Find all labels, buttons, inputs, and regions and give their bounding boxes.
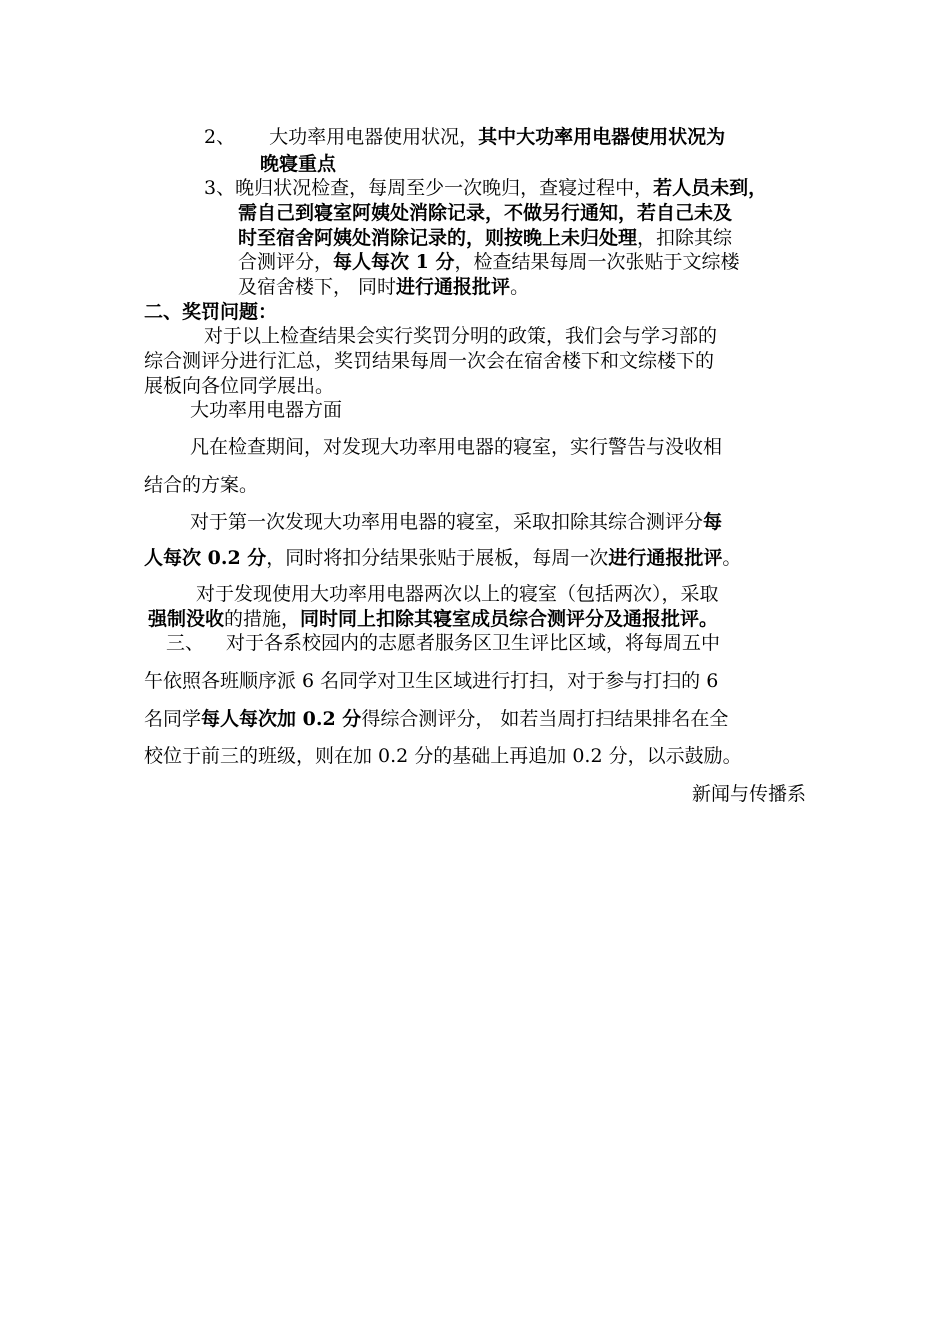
signature: 新闻与传播系 — [691, 783, 806, 805]
section2-heading: 二、奖罚问题： — [144, 301, 278, 323]
section2-p1-line1: 对于以上检查结果会实行奖罚分明的政策，我们会与学习部的 — [204, 325, 718, 347]
section2-p4-line2: 强制没收的措施，同时同上扣除其寝室成员综合测评分及通报批评。 — [148, 608, 719, 630]
item3-line3: 时至宿舍阿姨处消除记录的，则按晚上未归处理，扣除其综 — [238, 227, 733, 249]
section2-p4-line1: 对于发现使用大功率用电器两次以上的寝室（包括两次），采取 — [196, 583, 719, 605]
item2-line1: 2、 大功率用电器使用状况，其中大功率用电器使用状况为 — [204, 126, 726, 148]
section3-line2: 午依照各班顺序派 6 名同学对卫生区域进行打扫，对于参与打扫的 6 — [144, 670, 719, 692]
section2-p3-line1: 对于第一次发现大功率用电器的寝室，采取扣除其综合测评分每 — [190, 511, 723, 533]
section2-p1-line2: 综合测评分进行汇总，奖罚结果每周一次会在宿舍楼下和文综楼下的 — [144, 350, 715, 372]
section3-number: 三、 — [166, 632, 205, 654]
section2-p3-line2: 人每次 0.2 分，同时将扣分结果张贴于展板，每周一次进行通报批评。 — [144, 547, 742, 569]
section2-subheading: 大功率用电器方面 — [190, 399, 343, 421]
item3-line5: 及宿舍楼下， 同时进行通报批评。 — [238, 276, 530, 298]
section3-line3: 名同学每人每次加 0.2 分得综合测评分， 如若当周打扫结果排名在全 — [144, 708, 729, 730]
section3-line4: 校位于前三的班级，则在加 0.2 分的基础上再追加 0.2 分，以示鼓励。 — [144, 745, 742, 767]
section2-p2-line2: 结合的方案。 — [144, 474, 259, 496]
item3-line4: 合测评分，每人每次 1 分，检查结果每周一次张贴于文综楼 — [238, 251, 740, 273]
item2-number: 2、 — [204, 126, 236, 148]
item3-line2: 需自己到寝室阿姨处消除记录，不做另行通知，若自己未及 — [238, 202, 733, 224]
item3-line1: 3、晚归状况检查，每周至少一次晚归，查寝过程中，若人员未到， — [204, 177, 768, 199]
section3-line1: 三、 对于各系校园内的志愿者服务区卫生评比区域，将每周五中 — [166, 632, 721, 654]
section2-p1-line3: 展板向各位同学展出。 — [144, 375, 335, 397]
section2-p2-line1: 凡在检查期间，对发现大功率用电器的寝室，实行警告与没收相 — [190, 436, 723, 458]
item2-line2: 晚寝重点 — [260, 153, 337, 175]
